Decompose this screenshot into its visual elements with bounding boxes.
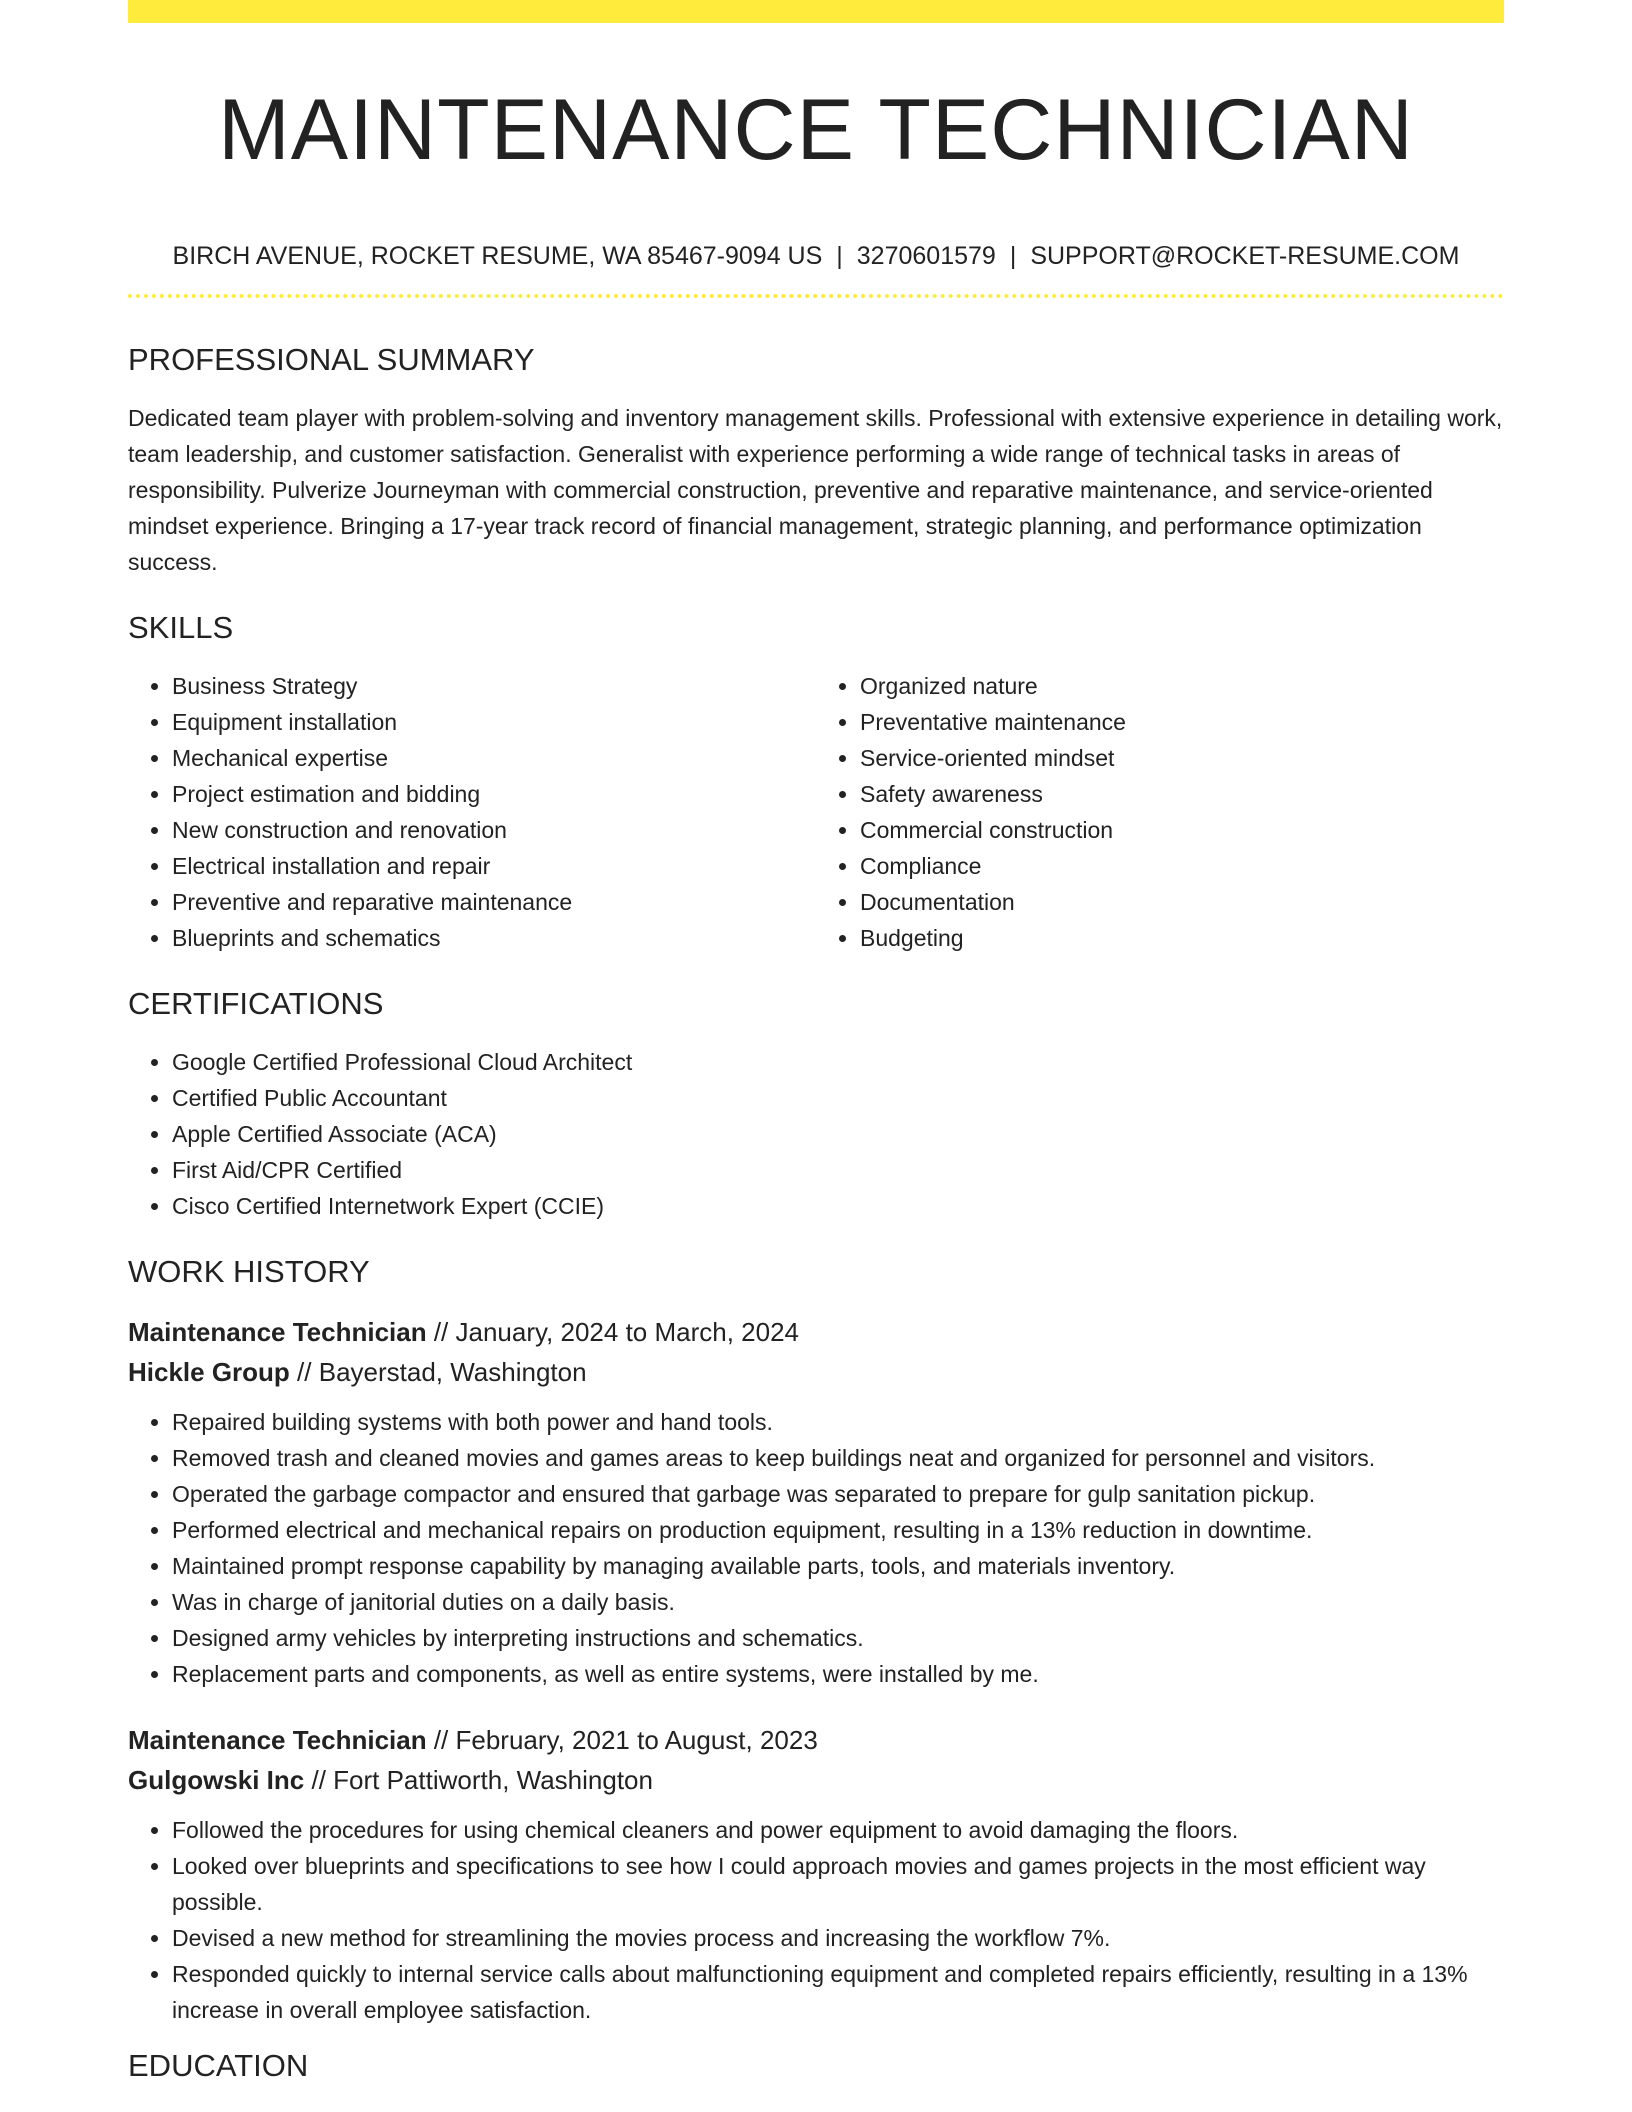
accent-top-bar xyxy=(128,0,1504,23)
job-location: // Bayerstad, Washington xyxy=(289,1357,587,1387)
skill-item: • Electrical installation and repair xyxy=(172,848,816,884)
skill-item: • Business Strategy xyxy=(172,668,816,704)
job-title: Maintenance Technician xyxy=(128,1725,427,1755)
certification-item: • First Aid/CPR Certified xyxy=(172,1152,1504,1188)
job-entry xyxy=(128,1312,1504,1692)
summary-text: Dedicated team player with problem-solving and inventory management skills. Professional with extensive experience in detailing work, team leadership, and customer satisfaction. Generalist with experience performing a wide range of technical tasks in areas of responsibility. Pulverize Journeyman with commercial construction, preventive and reparative maintenance, and service-oriented mindset experience. Bringing a 17-year track record of financial management, strategic planning, and performance optimization success. xyxy=(128,405,1503,575)
certification-item: • Apple Certified Associate (ACA) xyxy=(172,1116,1504,1152)
skill-item: • Service-oriented mindset xyxy=(860,740,1504,776)
skills-section xyxy=(128,608,1504,956)
education-section xyxy=(128,2046,1504,2086)
skill-item: • Preventive and reparative maintenance xyxy=(172,884,816,920)
contact-address: BIRCH AVENUE, ROCKET RESUME, WA 85467-9094 US xyxy=(172,242,823,270)
job-bullet: • Performed electrical and mechanical repairs on production equipment, resulting in a 13% reduction in downtime. xyxy=(172,1512,1504,1548)
skill-item: • Documentation xyxy=(860,884,1504,920)
skill-item: • Compliance xyxy=(860,848,1504,884)
job-bullet: • Maintained prompt response capability by managing available parts, tools, and materials inventory. xyxy=(172,1548,1504,1584)
job-bullets xyxy=(128,1812,1504,2028)
skill-item: • Project estimation and bidding xyxy=(172,776,816,812)
skills-columns xyxy=(128,668,1504,956)
contact-email: SUPPORT@ROCKET-RESUME.COM xyxy=(1030,242,1460,270)
job-company-line xyxy=(128,1352,1504,1392)
contact-separator: | xyxy=(836,242,843,270)
job-entry xyxy=(128,1720,1504,2028)
skill-item: • New construction and renovation xyxy=(172,812,816,848)
job-bullet: • Designed army vehicles by interpreting instructions and schematics. xyxy=(172,1620,1504,1656)
summary-heading: PROFESSIONAL SUMMARY xyxy=(128,342,535,377)
job-title-line xyxy=(128,1720,1504,1760)
skill-item: • Blueprints and schematics xyxy=(172,920,816,956)
certifications-section xyxy=(128,984,1504,1224)
skills-heading: SKILLS xyxy=(128,610,234,645)
skill-item: • Equipment installation xyxy=(172,704,816,740)
job-bullet: • Followed the procedures for using chemical cleaners and power equipment to avoid damaging the floors. xyxy=(172,1812,1504,1848)
job-company: Gulgowski Inc xyxy=(128,1765,305,1795)
job-bullet: • Repaired building systems with both power and hand tools. xyxy=(172,1404,1504,1440)
job-bullet: • Responded quickly to internal service calls about malfunctioning equipment and completed repairs efficiently, resulting in a 13% increase in overall employee satisfaction. xyxy=(172,1956,1504,2028)
certification-item: • Cisco Certified Internetwork Expert (CCIE) xyxy=(172,1188,1504,1224)
work-history-section xyxy=(128,1252,1504,2028)
job-title-line xyxy=(128,1312,1504,1352)
summary-section xyxy=(128,340,1504,580)
job-dates: // February, 2021 to August, 2023 xyxy=(426,1725,818,1755)
job-title: Maintenance Technician xyxy=(128,1317,427,1347)
skills-list-left xyxy=(128,668,816,956)
job-location: // Fort Pattiworth, Washington xyxy=(304,1765,653,1795)
job-bullet: • Devised a new method for streamlining the movies process and increasing the workflow 7%. xyxy=(172,1920,1504,1956)
skill-item: • Safety awareness xyxy=(860,776,1504,812)
skill-item: • Preventative maintenance xyxy=(860,704,1504,740)
certifications-heading: CERTIFICATIONS xyxy=(128,986,384,1021)
resume-name: MAINTENANCE TECHNICIAN xyxy=(218,82,1414,178)
certification-item: • Certified Public Accountant xyxy=(172,1080,1504,1116)
skill-item: • Commercial construction xyxy=(860,812,1504,848)
job-dates: // January, 2024 to March, 2024 xyxy=(426,1317,799,1347)
job-bullet: • Replacement parts and components, as well as entire systems, were installed by me. xyxy=(172,1656,1504,1692)
job-bullet: • Was in charge of janitorial duties on a daily basis. xyxy=(172,1584,1504,1620)
certification-item: • Google Certified Professional Cloud Architect xyxy=(172,1044,1504,1080)
job-bullet: • Operated the garbage compactor and ensured that garbage was separated to prepare for gulp sanitation pickup. xyxy=(172,1476,1504,1512)
contact-separator: | xyxy=(1009,242,1017,270)
work-history-heading: WORK HISTORY xyxy=(128,1254,370,1289)
skill-item: • Mechanical expertise xyxy=(172,740,816,776)
contact-line xyxy=(128,241,1504,271)
job-bullet: • Removed trash and cleaned movies and games areas to keep buildings neat and organized for personnel and visitors. xyxy=(172,1440,1504,1476)
resume-content xyxy=(128,23,1504,2086)
skills-list-right xyxy=(816,668,1504,956)
certifications-list xyxy=(128,1044,1504,1224)
job-company-line xyxy=(128,1760,1504,1800)
skill-item: • Budgeting xyxy=(860,920,1504,956)
job-company: Hickle Group xyxy=(128,1357,290,1387)
skill-item: • Organized nature xyxy=(860,668,1504,704)
job-bullets xyxy=(128,1404,1504,1692)
job-bullet: • Looked over blueprints and specifications to see how I could approach movies and games projects in the most efficient way possible. xyxy=(172,1848,1504,1920)
contact-phone: 3270601579 xyxy=(856,242,996,270)
education-heading: EDUCATION xyxy=(128,2048,309,2083)
dotted-divider xyxy=(128,294,1504,298)
